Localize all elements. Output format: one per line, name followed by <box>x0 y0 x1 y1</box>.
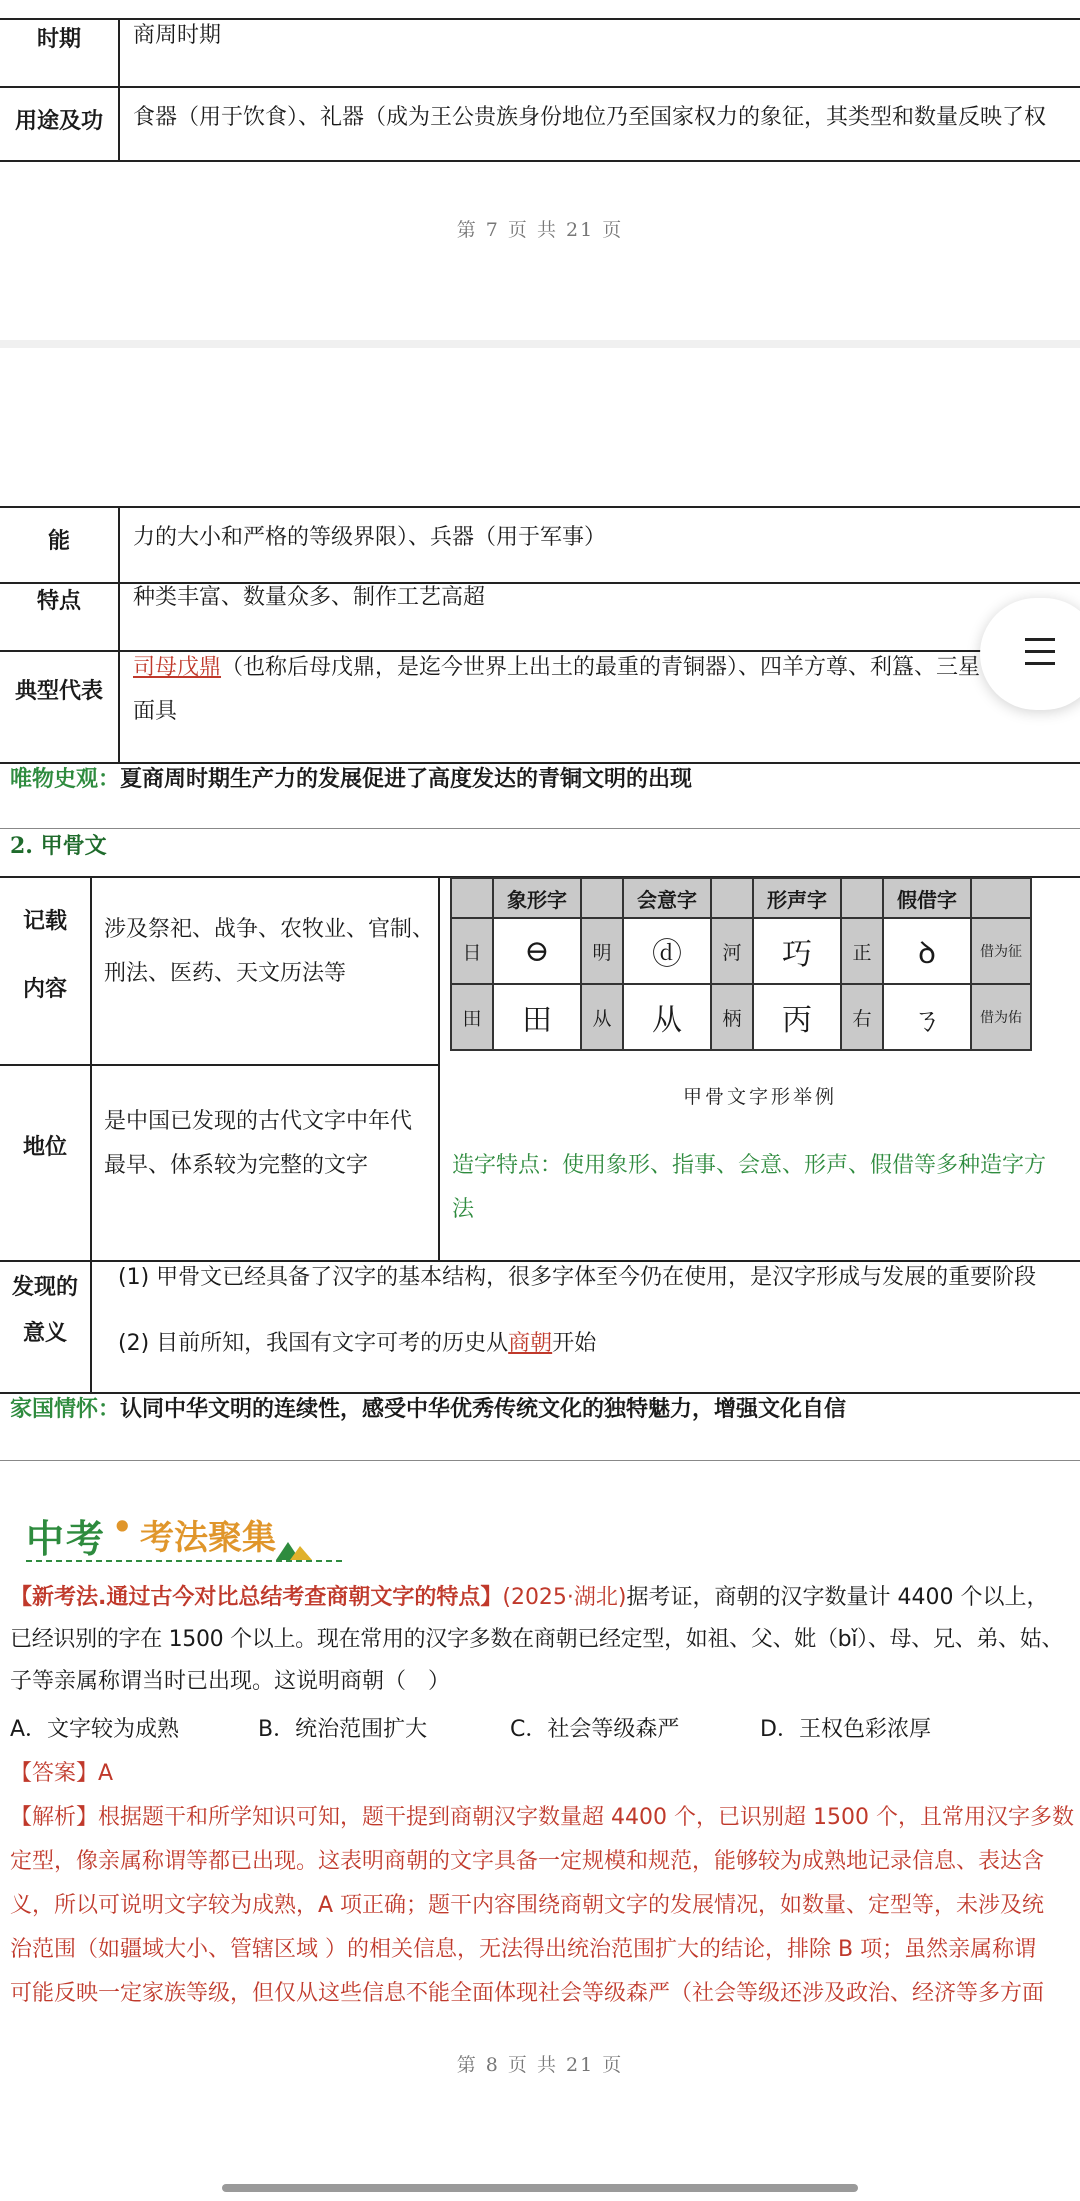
significance-item-1: (1) 甲骨文已经具备了汉字的基本结构，很多字体至今仍在使用，是汉字形成与发展的重要阶段 <box>118 1265 1037 1290</box>
header-ideograph: 会意字 <box>623 878 711 918</box>
section-divider <box>0 1460 1080 1461</box>
home-indicator[interactable] <box>222 2184 858 2192</box>
mountain-icon <box>276 1538 312 1560</box>
simuwu-ding-link[interactable]: 司母戊鼎 <box>133 655 222 680</box>
char-he: 河 <box>711 918 753 984</box>
table-border <box>0 160 1080 162</box>
option-d[interactable]: D．王权色彩浓厚 <box>760 1717 931 1742</box>
analysis-line-5: 可能反映一定家族等级，但仅从这些信息不能全面体现社会等级森严（社会等级还涉及政治、经济等多方面 <box>10 1981 1045 2006</box>
banner-dot: • <box>112 1508 133 1546</box>
section-divider <box>0 828 1080 829</box>
analysis-line-4: 治范围（如疆域大小、管辖区域 ）的相关信息，无法得出统治范围扩大的结论，排除 B 项；虽然亲属称谓 <box>10 1937 1037 1962</box>
row-value-features: 种类丰富、数量众多、制作工艺高超 <box>133 585 486 610</box>
banner-zhongkao: 中考 <box>26 1517 107 1561</box>
option-b[interactable]: B．统治范围扩大 <box>258 1717 428 1742</box>
row-value-use: 食器（用于饮食）、礼器（成为王公贵族身份地位乃至国家权力的象征，其类型和数量反映了权 <box>133 105 1047 130</box>
table-border <box>0 1064 440 1066</box>
table-divider <box>118 506 120 764</box>
analysis-line-1: 【解析】根据题干和所学知识可知，题干提到商朝汉字数量超 4400 个，已识别超 1500 个，且常用汉字多数 <box>10 1805 1074 1830</box>
row-label-use-cont: 能 <box>47 529 70 554</box>
question-stem-2: 已经识别的字在 1500 个以上。现在常用的汉字多数在商朝已经定型，如祖、父、妣（bǐ）、母、兄、弟、姑、 <box>10 1627 1064 1652</box>
table-divider <box>118 18 120 162</box>
header-blank <box>841 878 883 918</box>
label-status: 地位 <box>22 1135 67 1160</box>
label-significance-2: 意义 <box>22 1321 67 1346</box>
banner-underline <box>26 1560 342 1562</box>
glyph-cong: 从 <box>623 984 711 1050</box>
row-label-features: 特点 <box>36 589 81 614</box>
header-phonogram: 形声字 <box>753 878 841 918</box>
feature-note-2: 法 <box>452 1197 475 1222</box>
menu-button[interactable] <box>980 598 1080 710</box>
label-significance-1: 发现的 <box>11 1275 78 1300</box>
oracle-glyph-table <box>450 877 1032 1051</box>
row-value-representative-2: 面具 <box>133 699 178 724</box>
question-stem-3: 子等亲属称谓当时已出现。这说明商朝（ ） <box>10 1669 451 1694</box>
row-label-representative: 典型代表 <box>14 679 103 704</box>
banner-kaofa: 考法聚集 <box>140 1518 276 1558</box>
oracle-table-caption: 甲骨文字形举例 <box>682 1086 837 1108</box>
char-tian: 田 <box>451 984 493 1050</box>
content-text: 涉及祭祀、战争、农牧业、官制、刑法、医药、天文历法等 <box>104 917 435 986</box>
row-value-use-cont: 力的大小和严格的等级界限）、兵器（用于军事） <box>133 525 607 550</box>
header-loan: 假借字 <box>883 878 971 918</box>
table-divider <box>438 876 440 1260</box>
row-label-period: 时期 <box>36 27 81 52</box>
option-a[interactable]: A．文字较为成熟 <box>10 1717 180 1742</box>
header-blank <box>451 878 493 918</box>
header-pictograph: 象形字 <box>493 878 581 918</box>
glyph-he: 巧 <box>753 918 841 984</box>
char-zheng: 正 <box>841 918 883 984</box>
page-number: 第 8 页 共 21 页 <box>456 2054 624 2076</box>
label-content-1: 记载 <box>22 909 67 934</box>
header-blank <box>711 878 753 918</box>
table-divider <box>90 876 92 1392</box>
char-you: 右 <box>841 984 883 1050</box>
char-cong: 从 <box>581 984 623 1050</box>
question-stem-1: 【新考法.通过古今对比总结考查商朝文字的特点】(2025·湖北)据考证，商朝的汉字数量计 4400 个以上， <box>10 1585 1049 1610</box>
row-label-use: 用途及功 <box>14 109 103 134</box>
feature-note-1: 造字特点：使用象形、指事、会意、形声、假借等多种造字方 <box>452 1153 1047 1178</box>
header-blank <box>581 878 623 918</box>
header-blank <box>971 878 1031 918</box>
glyph-you: ㄋ <box>883 984 971 1050</box>
table-border <box>0 506 1080 508</box>
table-border <box>0 86 1080 88</box>
row-value-period: 商周时期 <box>133 23 222 48</box>
glyph-ri: ⊖ <box>493 918 581 984</box>
glyph-tian: 田 <box>493 984 581 1050</box>
char-ri: 日 <box>451 918 493 984</box>
answer: 【答案】A <box>10 1761 114 1786</box>
loan-note-zheng: 借为征 <box>971 918 1031 984</box>
shang-dynasty-link[interactable]: 商朝 <box>508 1331 553 1356</box>
significance-item-2: (2) 目前所知，我国有文字可考的历史从商朝开始 <box>118 1331 597 1356</box>
status-line-1: 是中国已发现的古代文字中年代 <box>104 1109 413 1134</box>
analysis-line-2: 定型，像亲属称谓等都已出现。这表明商朝的文字具备一定规模和规范，能够较为成熟地记录信息、表达含 <box>10 1849 1045 1874</box>
char-ming: 明 <box>581 918 623 984</box>
label-content-2: 内容 <box>22 977 67 1002</box>
glyph-bing: 丙 <box>753 984 841 1050</box>
status-line-2: 最早、体系较为完整的文字 <box>104 1153 369 1178</box>
char-bing: 柄 <box>711 984 753 1050</box>
materialism-note: 唯物史观：夏商周时期生产力的发展促进了高度发达的青铜文明的出现 <box>10 767 693 792</box>
glyph-zheng: ꝺ <box>883 918 971 984</box>
page-gap <box>0 340 1080 348</box>
patriotism-note: 家国情怀：认同中华文明的连续性，感受中华优秀传统文化的独特魅力，增强文化自信 <box>10 1397 847 1422</box>
analysis-line-3: 义，所以可说明文字较为成熟，A 项正确；题干内容围绕商朝文字的发展情况，如数量、定型等，未涉及统 <box>10 1893 1045 1918</box>
option-c[interactable]: C．社会等级森严 <box>510 1717 680 1742</box>
section-title-oracle: 2. 甲骨文 <box>10 833 107 859</box>
row-value-representative: 司母戊鼎（也称后母戊鼎，是迄今世界上出土的最重的青铜器）、四羊方尊、利簋、三星 <box>133 655 981 680</box>
page-number: 第 7 页 共 21 页 <box>456 219 624 241</box>
glyph-ming: ⓓ <box>623 918 711 984</box>
loan-note-you: 借为佑 <box>971 984 1031 1050</box>
